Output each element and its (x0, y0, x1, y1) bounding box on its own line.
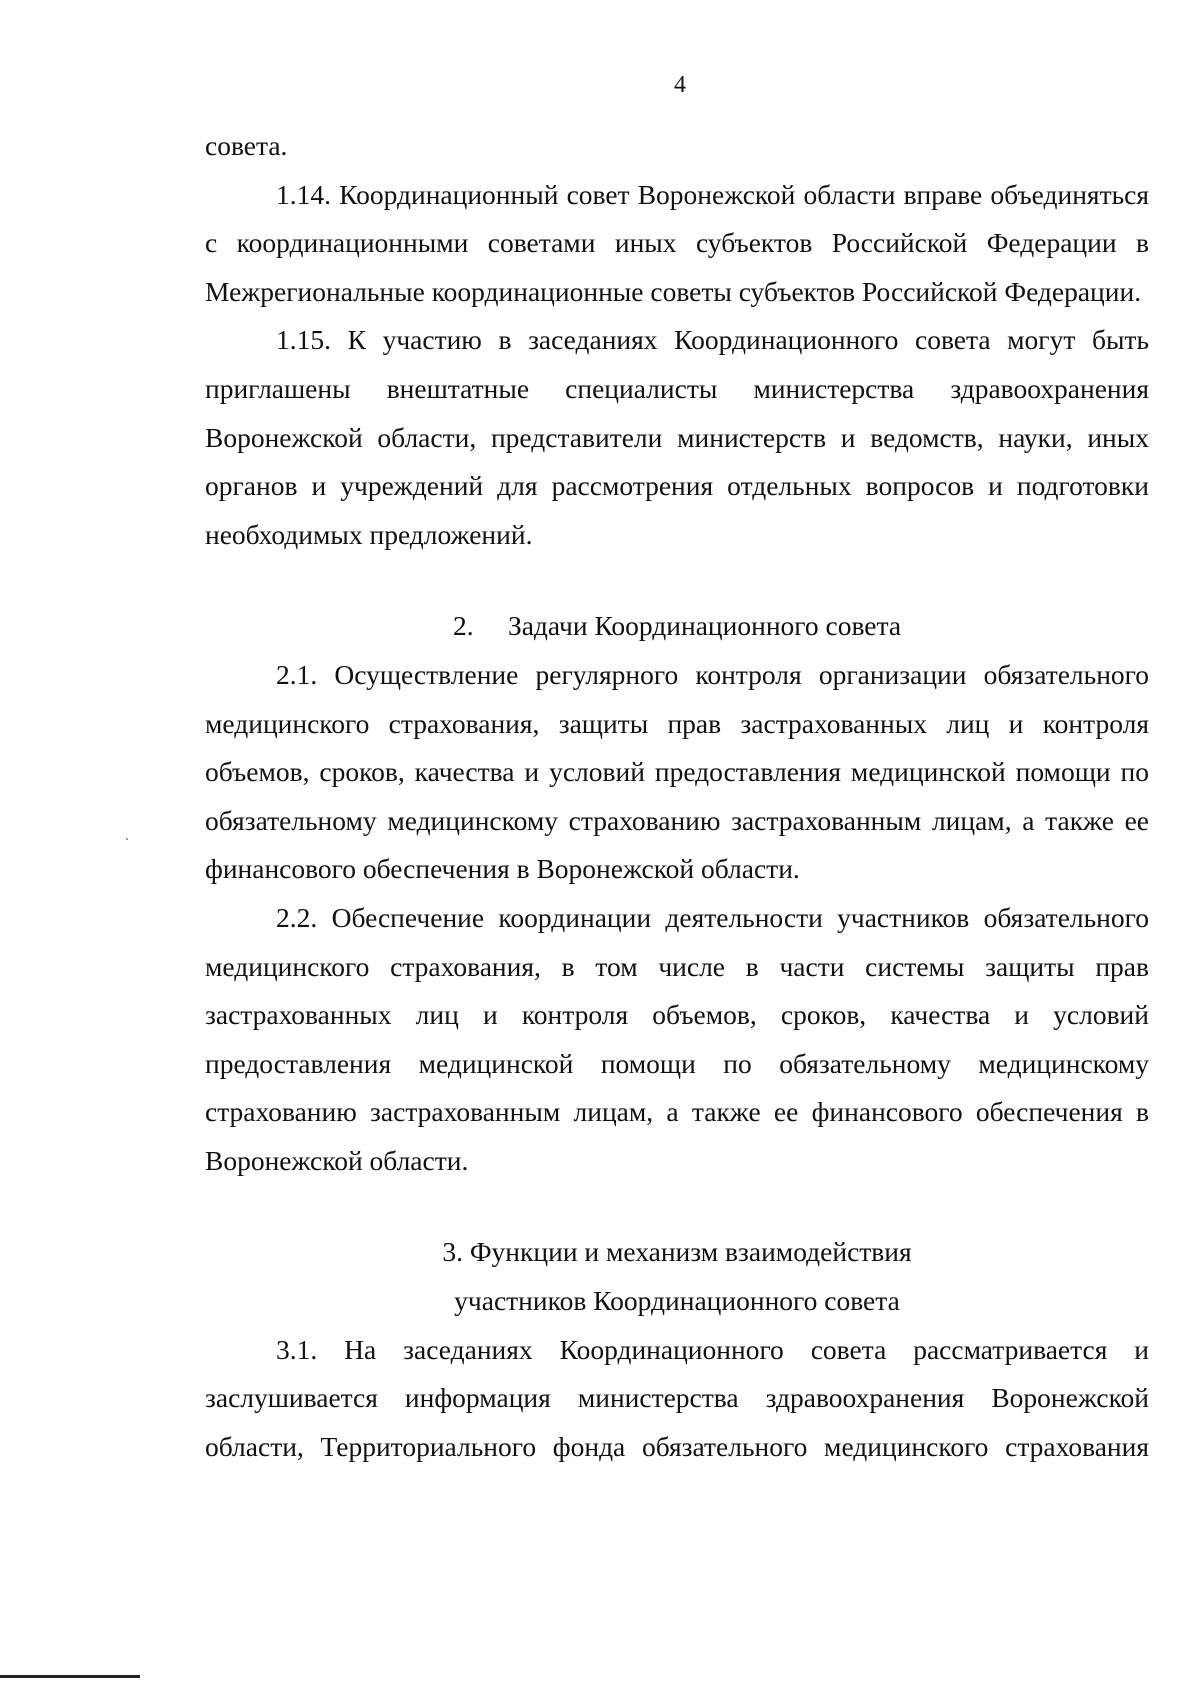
paragraph-2-2: 2.2. Обеспечение координации деятельности участников обязательного медицинского страхования, в том числе в части системы защиты прав застрахованных лиц и контроля объемов, сроков, качества и условий предоставления медицинской помощи по обязательному медицинскому страхованию застрахованным лицам, а также ее финансового обеспечения в Воронежской области. (205, 901, 1149, 1176)
paragraph-3-1: 3.1. На заседаниях Координационного совета рассматривается и заслушивается информация министерства здравоохранения Воронежской области, Территориального фонда обязательного медицинского страхования (205, 1333, 1149, 1462)
section-2-title: 2. Задачи Координационного совета (452, 610, 902, 642)
paragraph-1-15: 1.15. К участию в заседаниях Координационного совета могут быть приглашены внештатные специалисты министерства здравоохранения Воронежской области, представители министерств и ведомств, науки, иных органов и учреждений для рассмотрения отдельных вопросов и подготовки необходимых предложений. (205, 324, 1149, 550)
paragraph-1-14: 1.14. Координационный совет Воронежской области вправе объединяться с координационными советами иных субъектов Российской Федерации в Межрегиональные координационные советы субъектов Российской Федерации. (205, 178, 1149, 307)
scan-artifact-dot (126, 838, 128, 840)
paragraph-2-1: 2.1. Осуществление регулярного контроля организации обязательного медицинского страхования, защиты прав застрахованных лиц и контроля объемов, сроков, качества и условий предоставления медицинской помощи по обязательному медицинскому страхованию застрахованным лицам, а также ее финансового обеспечения в Воронежской области. (205, 658, 1149, 885)
document-body (205, 122, 1149, 1471)
section-spacer (205, 1185, 1149, 1228)
paragraph-continuation: совета. (205, 130, 288, 161)
section-3-title-line-1: 3. Функции и механизм взаимодействия (442, 1236, 912, 1268)
section-spacer (205, 559, 1149, 602)
page-number: 4 (674, 72, 686, 98)
section-3-title-line-2: участников Координационного совета (454, 1285, 900, 1317)
scan-artifact-bar (0, 1675, 140, 1678)
